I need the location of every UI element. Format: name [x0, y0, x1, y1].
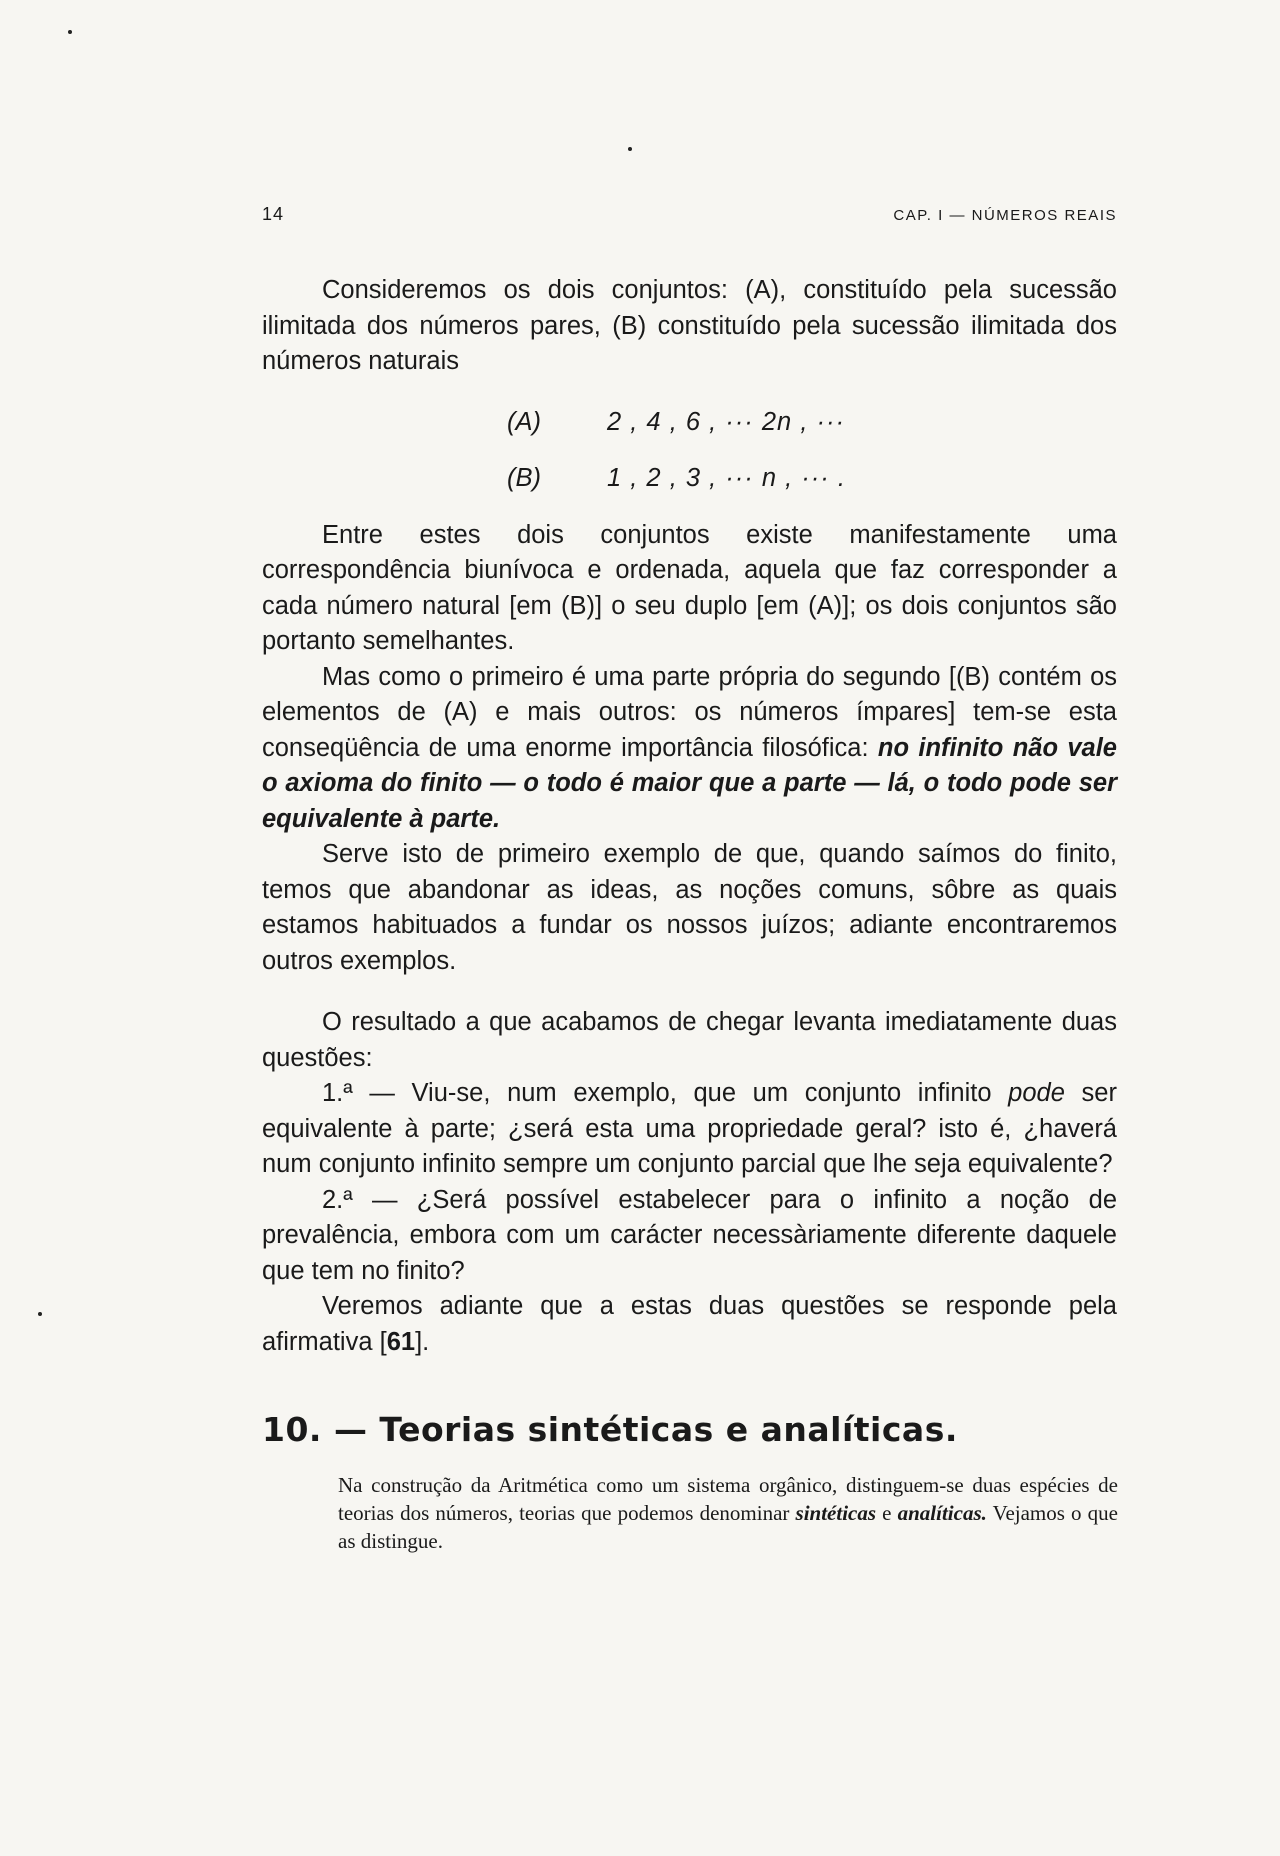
set-a-label: (A) [507, 407, 541, 436]
emphasis-text: sintéticas [795, 1501, 877, 1525]
emphasis-text: analíticas. [897, 1501, 987, 1525]
set-b-sequence: 1 , 2 , 3 , ··· n , ··· . [607, 463, 846, 492]
main-text [262, 273, 1117, 1360]
question-2: 2.ª — ¿Será possível estabelecer para o infinito a noção de prevalência, embora com um carácter necessàriamente diferente daquele que tem no finito? [262, 1185, 1117, 1285]
set-a-sequence: 2 , 4 , 6 , ··· 2n , ··· [607, 407, 845, 436]
section-reference: 61 [386, 1327, 416, 1356]
chapter-title: CAP. I — NÚMEROS REAIS [893, 207, 1117, 224]
intro-text: Na construção da Aritmética como um sistema orgânico, distinguem-se duas espécies de teorias dos números, teorias que podemos denominar [338, 1473, 1118, 1525]
paragraph: Consideremos os dois conjuntos: (A), constituído pela sucessão ilimitada dos números pares, (B) constituído pela sucessão ilimitada dos números naturais [262, 276, 1117, 375]
page-number: 14 [262, 204, 285, 224]
question-1 [262, 1076, 1117, 1183]
section-heading: 10. — Teorias sintéticas e analíticas. [262, 1410, 958, 1449]
set-b-row [507, 450, 1117, 506]
intro-text: Vejamos o que as distingue. [338, 1501, 1119, 1553]
paragraph-text: Mas como o primeiro é uma parte própria do segundo [(B) contém os elementos de (A) e mais outros: os números ímpares] tem-se esta conseqüência de uma enorme importância filosófica: [262, 662, 1117, 762]
scan-speck [628, 147, 632, 151]
scan-speck [68, 30, 72, 34]
emphasis-text: no infinito não vale o axioma do finito — o todo é maior que a parte — lá, o todo pode ser equivalente à parte. [262, 733, 1117, 833]
set-b-label: (B) [507, 463, 541, 492]
paragraph-text: ]. [415, 1327, 430, 1356]
sets-display [262, 394, 1117, 506]
section-intro [338, 1471, 1118, 1555]
paragraph-text: Veremos adiante que a estas duas questões se responde pela afirmativa [ [262, 1292, 1117, 1356]
paragraph [262, 1289, 1117, 1360]
paragraph-text: ser equivalente à parte; ¿será esta uma propriedade geral? isto é, ¿haverá num conjunto infinito sempre um conjunto parcial que lhe seja equivalente? [262, 1079, 1117, 1178]
paragraph: Serve isto de primeiro exemplo de que, quando saímos do finito, temos que abandonar as ideas, as noções comuns, sôbre as quais estamos habituados a fundar os nossos juízos; adiante encontraremos outros exemplos. [262, 840, 1117, 975]
paragraph: Entre estes dois conjuntos existe manifestamente uma correspondência biunívoca e ordenada, aquela que faz corresponder a cada número natural [em (B)] o seu duplo [em (A)]; os dois conjuntos são portanto semelhantes. [262, 520, 1117, 655]
paragraph: O resultado a que acabamos de chegar levanta imediatamente duas questões: [262, 1008, 1117, 1072]
book-page [262, 204, 1117, 1555]
emphasis-text: pode [1008, 1079, 1065, 1107]
paragraph [262, 660, 1117, 838]
intro-text: e [876, 1501, 898, 1525]
scan-speck [38, 1312, 42, 1316]
paragraph-text: 1.ª — Viu-se, num exemplo, que um conjunto infinito [322, 1079, 1009, 1107]
running-header [262, 204, 1117, 225]
set-a-row [507, 394, 1117, 450]
